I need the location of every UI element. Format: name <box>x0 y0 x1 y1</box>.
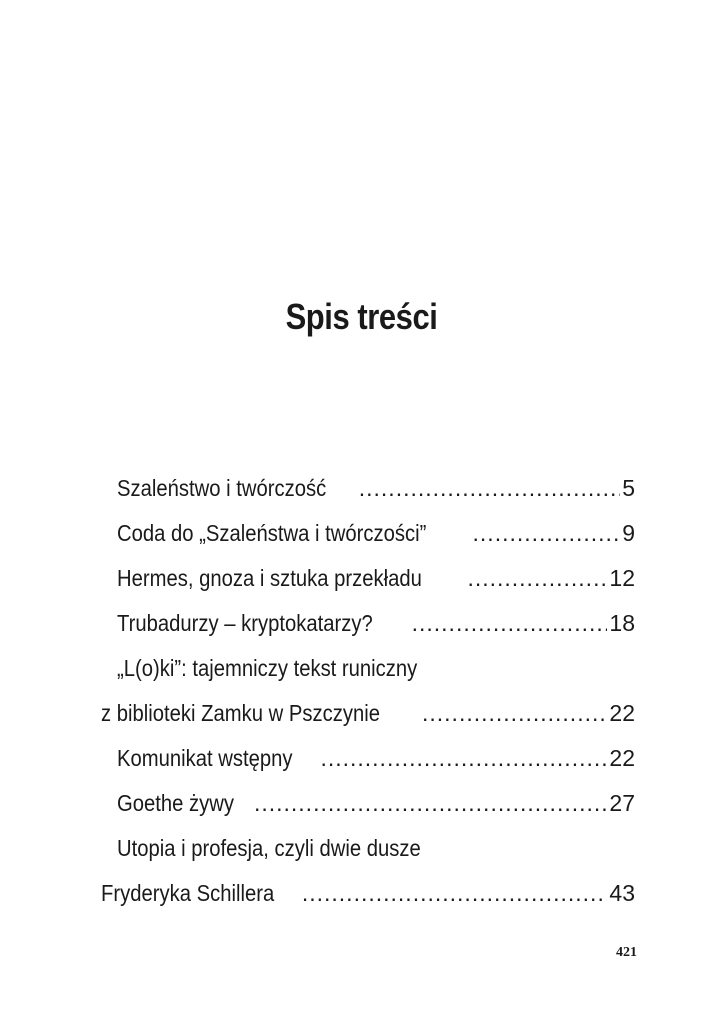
toc-leader-dots <box>412 603 608 643</box>
toc-leader-dots <box>473 513 621 553</box>
toc-leader-dots <box>254 783 607 823</box>
toc-entry-page: 43 <box>609 880 635 906</box>
toc-leader-dots <box>422 693 607 733</box>
toc-entry-title: Komunikat wstępny <box>117 745 293 771</box>
toc-entry <box>117 603 635 643</box>
toc-entry-page: 27 <box>609 790 635 816</box>
page-title: Spis treści <box>285 296 438 338</box>
toc-entry-first-line <box>117 828 635 868</box>
toc-leader-dots <box>320 738 607 778</box>
page-number: 421 <box>616 945 637 960</box>
toc-entry-page: 9 <box>622 520 635 546</box>
toc-leader-dots <box>302 873 608 913</box>
toc-entry-title: Goethe żywy <box>117 790 234 816</box>
toc-entry <box>117 783 635 823</box>
toc-entry <box>117 558 635 598</box>
toc-entry-title: „L(o)ki”: tajemniczy tekst runiczny <box>117 655 418 681</box>
toc-entry-page: 22 <box>609 745 635 771</box>
toc-entry-title: z biblioteki Zamku w Pszczynie <box>101 700 380 726</box>
toc-entry-continuation <box>101 693 635 733</box>
toc-entry <box>117 738 635 778</box>
toc-entry-title: Trubadurzy – kryptokatarzy? <box>117 610 373 636</box>
toc-entry <box>117 468 635 508</box>
toc-entry-title: Fryderyka Schillera <box>101 880 275 906</box>
toc-entry-page: 18 <box>609 610 635 636</box>
toc-entry <box>117 513 635 553</box>
toc-entry-title: Utopia i profesja, czyli dwie dusze <box>117 835 421 861</box>
toc-entry-title: Szaleństwo i twórczość <box>117 475 327 501</box>
toc-entry-title: Coda do „Szaleństwa i twórczości” <box>117 520 427 546</box>
toc-entry-page: 22 <box>609 700 635 726</box>
toc-entry-continuation <box>101 873 635 913</box>
toc-entry-page: 5 <box>622 475 635 501</box>
toc-entry-page: 12 <box>609 565 635 591</box>
toc-entry-title: Hermes, gnoza i sztuka przekładu <box>117 565 422 591</box>
toc-leader-dots <box>467 558 607 598</box>
toc-entry-first-line <box>117 648 635 688</box>
toc-leader-dots <box>359 468 620 508</box>
